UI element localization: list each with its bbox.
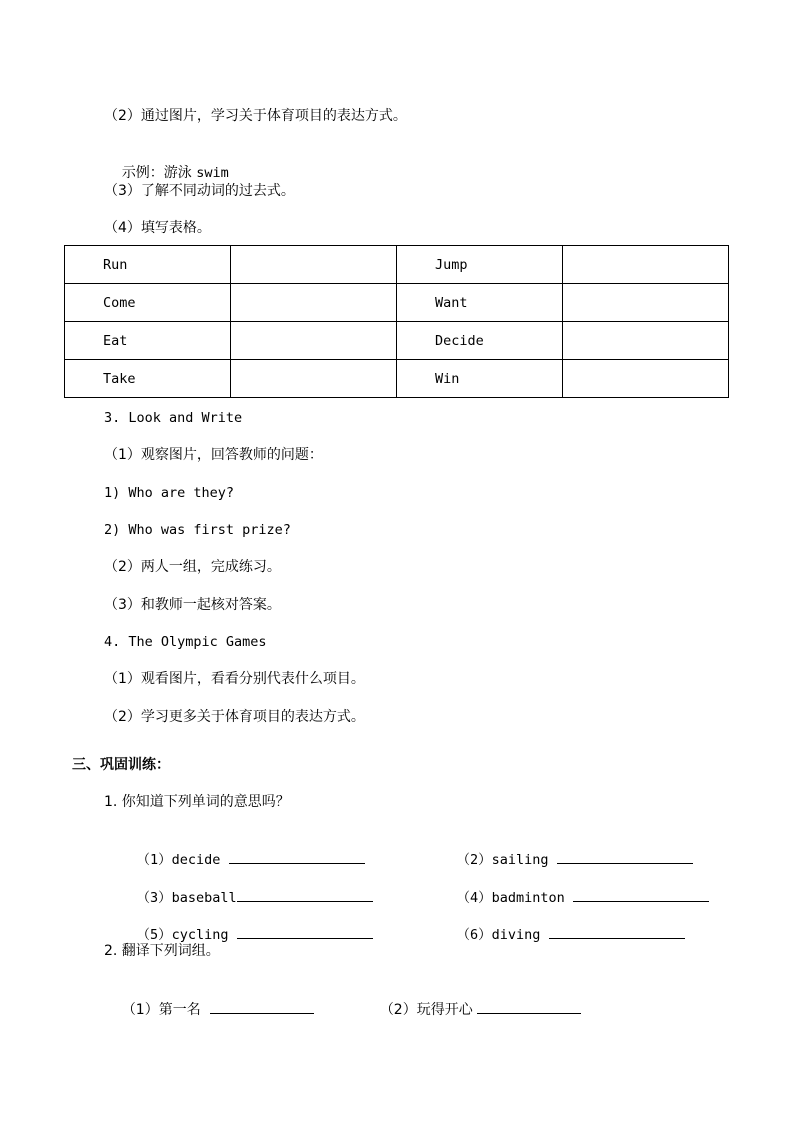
word-text: badminton (491, 890, 565, 906)
answer-blank[interactable] (237, 924, 373, 939)
section-3-heading: 三、巩固训练： (72, 757, 170, 773)
table-cell: Run (65, 246, 231, 284)
answer-blank[interactable] (573, 887, 709, 902)
phrase-text: 玩得开心 (416, 1002, 473, 1018)
answer-cell[interactable] (231, 360, 397, 398)
answer-cell[interactable] (563, 360, 729, 398)
question-2: 2) Who was first prize? (104, 522, 291, 538)
item-3-text: （3）了解不同动词的过去式。 (104, 183, 295, 199)
og-item-2: （2）学习更多关于体育项目的表达方式。 (104, 709, 365, 725)
lw-item-3: （3）和教师一起核对答案。 (104, 597, 281, 613)
answer-blank[interactable] (477, 999, 581, 1014)
table-cell: Come (65, 284, 231, 322)
table-cell: Win (397, 360, 563, 398)
olympic-title: 4. The Olympic Games (104, 634, 267, 650)
example-label: 示例：游泳 (121, 165, 197, 181)
table-cell: Decide (397, 322, 563, 360)
answer-cell[interactable] (231, 322, 397, 360)
table-cell: Jump (397, 246, 563, 284)
word-item (424, 904, 685, 965)
word-text: diving (491, 927, 541, 943)
table-cell: Take (65, 360, 231, 398)
phrase-text: 第一名 (158, 1002, 201, 1018)
word-number: （6） (456, 927, 492, 943)
answer-blank[interactable] (557, 849, 693, 864)
table-cell: Want (397, 284, 563, 322)
phrase-number: （2） (379, 1002, 417, 1018)
word-number: （1） (136, 852, 172, 868)
word-number: （2） (456, 852, 492, 868)
question-1: 1) Who are they? (104, 485, 235, 501)
word-text: sailing (491, 852, 549, 868)
lw-item-2: （2）两人一组，完成练习。 (104, 559, 281, 575)
word-number: （5） (136, 927, 172, 943)
table-row (65, 284, 729, 322)
phrase-item (362, 979, 581, 1040)
word-number: （3） (136, 890, 172, 906)
phrase-number: （1） (121, 1002, 159, 1018)
answer-blank[interactable] (237, 887, 373, 902)
answer-cell[interactable] (231, 246, 397, 284)
answer-blank[interactable] (549, 924, 685, 939)
item-4-text: （4）填写表格。 (104, 220, 211, 236)
table-cell: Eat (65, 322, 231, 360)
example-word: swim (196, 165, 229, 181)
look-write-title: 3. Look and Write (104, 410, 243, 426)
answer-cell[interactable] (563, 284, 729, 322)
item-2-text: （2）通过图片，学习关于体育项目的表达方式。 (104, 108, 407, 124)
exercise-1-title: 1. 你知道下列单词的意思吗？ (104, 794, 290, 810)
answer-blank[interactable] (229, 849, 365, 864)
phrase-item (104, 979, 314, 1040)
word-number: （4） (456, 890, 492, 906)
table-row (65, 246, 729, 284)
answer-cell[interactable] (563, 322, 729, 360)
answer-cell[interactable] (563, 246, 729, 284)
answer-cell[interactable] (231, 284, 397, 322)
word-text: cycling (171, 927, 229, 943)
word-text: decide (171, 852, 221, 868)
og-item-1: （1）观看图片，看看分别代表什么项目。 (104, 671, 365, 687)
lw-item-1: （1）观察图片，回答教师的问题： (104, 447, 323, 463)
answer-blank[interactable] (210, 999, 314, 1014)
exercise-2-title: 2. 翻译下列词组。 (104, 943, 220, 959)
verb-table (64, 245, 729, 398)
table-row (65, 322, 729, 360)
word-text: baseball (171, 890, 237, 906)
table-row (65, 360, 729, 398)
